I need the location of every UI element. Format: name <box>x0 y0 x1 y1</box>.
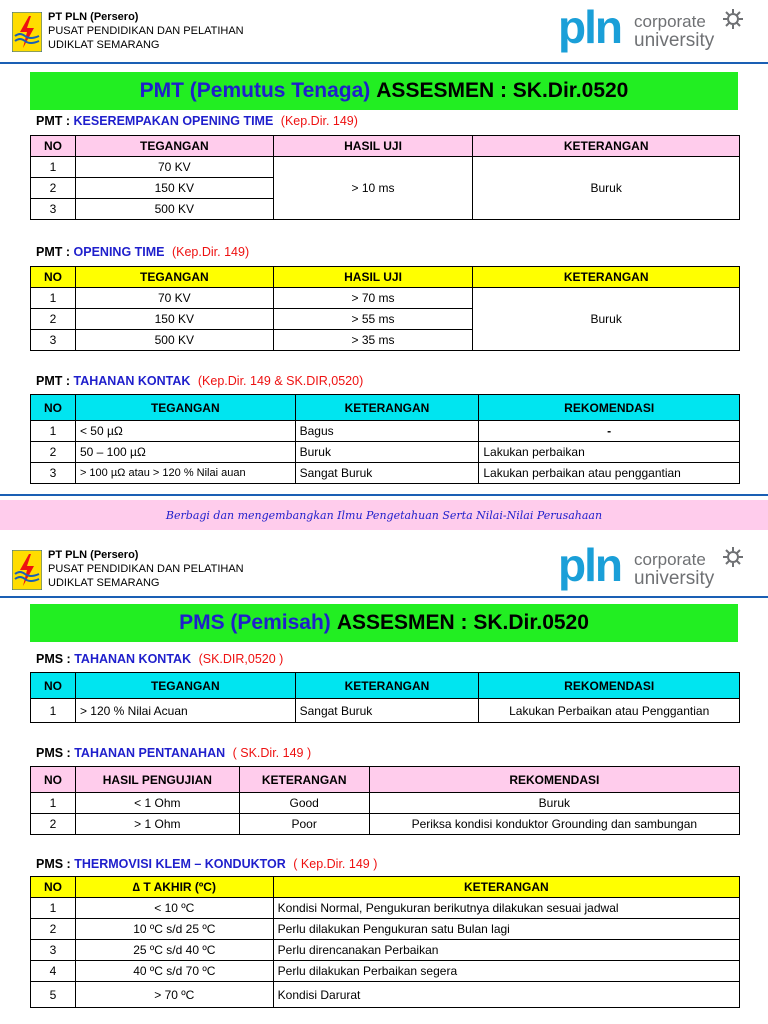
cell-hasil: > 55 ms <box>273 309 473 330</box>
col-header: HASIL PENGUJIAN <box>75 767 239 793</box>
table-row <box>31 421 740 442</box>
cell-tegangan: 70 KV <box>75 288 273 309</box>
cell-no: 3 <box>31 199 76 220</box>
section-ref: (SK.DIR,0520 ) <box>198 652 284 666</box>
cell-hasil: < 1 Ohm <box>75 793 239 814</box>
pmt-banner-title: PMT (Pemutus Tenaga) <box>139 79 371 102</box>
cell-keterangan: Sangat Buruk <box>295 463 479 484</box>
org-info <box>48 10 244 52</box>
col-header: REKOMENDASI <box>369 767 739 793</box>
tagline-text: Berbagi dan mengembangkan Ilmu Pengetahuan Serta Nilai-Nilai Perusahaan <box>165 508 603 522</box>
cell-no: 2 <box>31 178 76 199</box>
header-divider <box>0 596 768 598</box>
cell-keterangan: Perlu direncanakan Perbaikan <box>273 940 739 961</box>
cell-keterangan: Kondisi Darurat <box>273 982 739 1008</box>
pmt-opening-time-table <box>30 266 740 351</box>
col-header: TEGANGAN <box>75 673 295 699</box>
col-header: KETERANGAN <box>473 267 740 288</box>
header-divider <box>0 62 768 64</box>
cell-hasil: > 70 ms <box>273 288 473 309</box>
cell-hasil: > 1 Ohm <box>75 814 239 835</box>
brand-university: university <box>634 30 715 51</box>
cell-tegangan: > 100 µΩ atau > 120 % Nilai auan <box>75 463 295 484</box>
pms-s2-title <box>36 746 311 760</box>
table-header <box>31 877 740 898</box>
table-header <box>31 767 740 793</box>
pln-logo <box>12 12 42 52</box>
brand-university: university <box>634 568 715 589</box>
tagline-divider <box>0 494 768 496</box>
table-header <box>31 395 740 421</box>
brand-corporate: corporate <box>634 550 706 569</box>
section-name: TAHANAN KONTAK <box>73 374 191 388</box>
section-name: THERMOVISI KLEM – KONDUKTOR <box>74 857 286 871</box>
cell-hasil: > 10 ms <box>273 157 473 220</box>
cell-no: 4 <box>31 961 76 982</box>
table-row <box>31 463 740 484</box>
cell-keterangan: Perlu dilakukan Pengukuran satu Bulan lagi <box>273 919 739 940</box>
table-header <box>31 136 740 157</box>
gear-icon <box>722 8 744 30</box>
cell-no: 2 <box>31 814 76 835</box>
col-header: NO <box>31 673 76 699</box>
cell-rekomendasi: Buruk <box>369 793 739 814</box>
pmt-s1-title <box>36 114 358 128</box>
gear-icon <box>722 546 744 568</box>
table-row <box>31 982 740 1008</box>
table-row <box>31 940 740 961</box>
col-header: NO <box>31 877 76 898</box>
org-line3: UDIKLAT SEMARANG <box>48 39 160 51</box>
table-row <box>31 699 740 723</box>
section-name: KESEREMPAKAN OPENING TIME <box>73 114 274 128</box>
pmt-s2-title <box>36 245 249 259</box>
cell-rekomendasi: - <box>479 421 740 442</box>
org-name: PT PLN (Persero) <box>48 11 139 23</box>
cell-keterangan: Perlu dilakukan Perbaikan segera <box>273 961 739 982</box>
cell-delta-t: > 70 ºC <box>75 982 273 1008</box>
cell-tegangan: 500 KV <box>75 330 273 351</box>
table-row <box>31 793 740 814</box>
section-ref: (Kep.Dir. 149) <box>280 114 358 128</box>
col-header: KETERANGAN <box>273 877 739 898</box>
slide1-header <box>0 0 768 62</box>
table-row <box>31 442 740 463</box>
cell-delta-t: 40 ºC s/d 70 ºC <box>75 961 273 982</box>
cell-tegangan: > 120 % Nilai Acuan <box>75 699 295 723</box>
cell-no: 3 <box>31 940 76 961</box>
cell-no: 1 <box>31 793 76 814</box>
col-header: ∆ T AKHIR (ºC) <box>75 877 273 898</box>
cell-delta-t: 10 ºC s/d 25 ºC <box>75 919 273 940</box>
col-header: KETERANGAN <box>295 673 479 699</box>
col-header: KETERANGAN <box>473 136 740 157</box>
cell-delta-t: 25 ºC s/d 40 ºC <box>75 940 273 961</box>
tagline-band <box>0 500 768 530</box>
pms-s3-title <box>36 857 377 871</box>
col-header: NO <box>31 395 76 421</box>
org-line3: UDIKLAT SEMARANG <box>48 577 160 589</box>
table-row <box>31 919 740 940</box>
col-header: NO <box>31 267 76 288</box>
org-line2: PUSAT PENDIDIKAN DAN PELATIHAN <box>48 25 244 37</box>
table-header <box>31 673 740 699</box>
col-header: HASIL UJI <box>273 267 473 288</box>
cell-keterangan: Buruk <box>473 288 740 351</box>
org-line2: PUSAT PENDIDIKAN DAN PELATIHAN <box>48 563 244 575</box>
pmt-contact-resistance-table <box>30 394 740 484</box>
cell-no: 1 <box>31 699 76 723</box>
brand-corporate: corporate <box>634 12 706 31</box>
cell-tegangan: < 50 µΩ <box>75 421 295 442</box>
cell-rekomendasi: Lakukan perbaikan <box>479 442 740 463</box>
org-info <box>48 548 244 590</box>
col-header: HASIL UJI <box>273 136 473 157</box>
pms-thermovision-table <box>30 876 740 1008</box>
cell-tegangan: 150 KV <box>75 178 273 199</box>
cell-no: 3 <box>31 330 76 351</box>
section-prefix: PMT : <box>36 245 71 259</box>
col-header: REKOMENDASI <box>479 395 740 421</box>
cell-tegangan: 70 KV <box>75 157 273 178</box>
section-prefix: PMS : <box>36 857 71 871</box>
table-header <box>31 267 740 288</box>
brand-pln: pln <box>558 539 621 591</box>
section-prefix: PMS : <box>36 746 71 760</box>
cell-keterangan: Sangat Buruk <box>295 699 479 723</box>
section-ref: ( SK.Dir. 149 ) <box>232 746 312 760</box>
table-row <box>31 898 740 919</box>
table-row <box>31 288 740 309</box>
col-header: NO <box>31 767 76 793</box>
cell-tegangan: 500 KV <box>75 199 273 220</box>
col-header: REKOMENDASI <box>479 673 740 699</box>
cell-no: 2 <box>31 309 76 330</box>
pms-banner-title: PMS (Pemisah) <box>179 611 331 634</box>
cell-tegangan: 150 KV <box>75 309 273 330</box>
slide2-header <box>0 538 768 600</box>
pms-s1-title <box>36 652 283 666</box>
section-ref: (Kep.Dir. 149 & SK.DIR,0520) <box>197 374 364 388</box>
section-name: OPENING TIME <box>73 245 165 259</box>
cell-no: 1 <box>31 421 76 442</box>
cell-delta-t: < 10 ºC <box>75 898 273 919</box>
section-prefix: PMS : <box>36 652 71 666</box>
corporate-university-logo <box>558 539 758 596</box>
section-name: TAHANAN KONTAK <box>74 652 192 666</box>
col-header: KETERANGAN <box>295 395 479 421</box>
cell-no: 1 <box>31 898 76 919</box>
cell-rekomendasi: Lakukan Perbaikan atau Penggantian <box>479 699 740 723</box>
cell-keterangan: Kondisi Normal, Pengukuran berikutnya dilakukan sesuai jadwal <box>273 898 739 919</box>
pms-banner-assessment: ASSESMEN : SK.Dir.0520 <box>336 611 589 634</box>
pmt-opening-sync-table <box>30 135 740 220</box>
cell-no: 1 <box>31 288 76 309</box>
section-name: TAHANAN PENTANAHAN <box>74 746 226 760</box>
section-ref: ( Kep.Dir. 149 ) <box>293 857 378 871</box>
pmt-s3-title <box>36 374 363 388</box>
cell-keterangan: Buruk <box>295 442 479 463</box>
cell-keterangan: Poor <box>239 814 369 835</box>
cell-rekomendasi: Lakukan perbaikan atau penggantian <box>479 463 740 484</box>
cell-rekomendasi: Periksa kondisi konduktor Grounding dan sambungan <box>369 814 739 835</box>
table-row <box>31 814 740 835</box>
col-header: NO <box>31 136 76 157</box>
cell-no: 1 <box>31 157 76 178</box>
pms-banner <box>30 604 738 642</box>
cell-hasil: > 35 ms <box>273 330 473 351</box>
col-header: TEGANGAN <box>75 136 273 157</box>
section-prefix: PMT : <box>36 114 71 128</box>
col-header: TEGANGAN <box>75 395 295 421</box>
pln-logo <box>12 550 42 590</box>
section-ref: (Kep.Dir. 149) <box>171 245 250 259</box>
pmt-banner <box>30 72 738 110</box>
cell-no: 3 <box>31 463 76 484</box>
cell-tegangan: 50 – 100 µΩ <box>75 442 295 463</box>
pms-grounding-table <box>30 766 740 835</box>
section-prefix: PMT : <box>36 374 71 388</box>
col-header: TEGANGAN <box>75 267 273 288</box>
org-name: PT PLN (Persero) <box>48 549 139 561</box>
corporate-university-logo <box>558 1 758 58</box>
table-row <box>31 961 740 982</box>
col-header: KETERANGAN <box>239 767 369 793</box>
cell-keterangan: Good <box>239 793 369 814</box>
cell-keterangan: Buruk <box>473 157 740 220</box>
cell-no: 5 <box>31 982 76 1008</box>
table-row <box>31 157 740 178</box>
brand-pln: pln <box>558 1 621 53</box>
cell-no: 2 <box>31 442 76 463</box>
cell-keterangan: Bagus <box>295 421 479 442</box>
pmt-banner-assessment: ASSESMEN : SK.Dir.0520 <box>376 79 629 102</box>
cell-no: 2 <box>31 919 76 940</box>
pms-contact-resistance-table <box>30 672 740 723</box>
